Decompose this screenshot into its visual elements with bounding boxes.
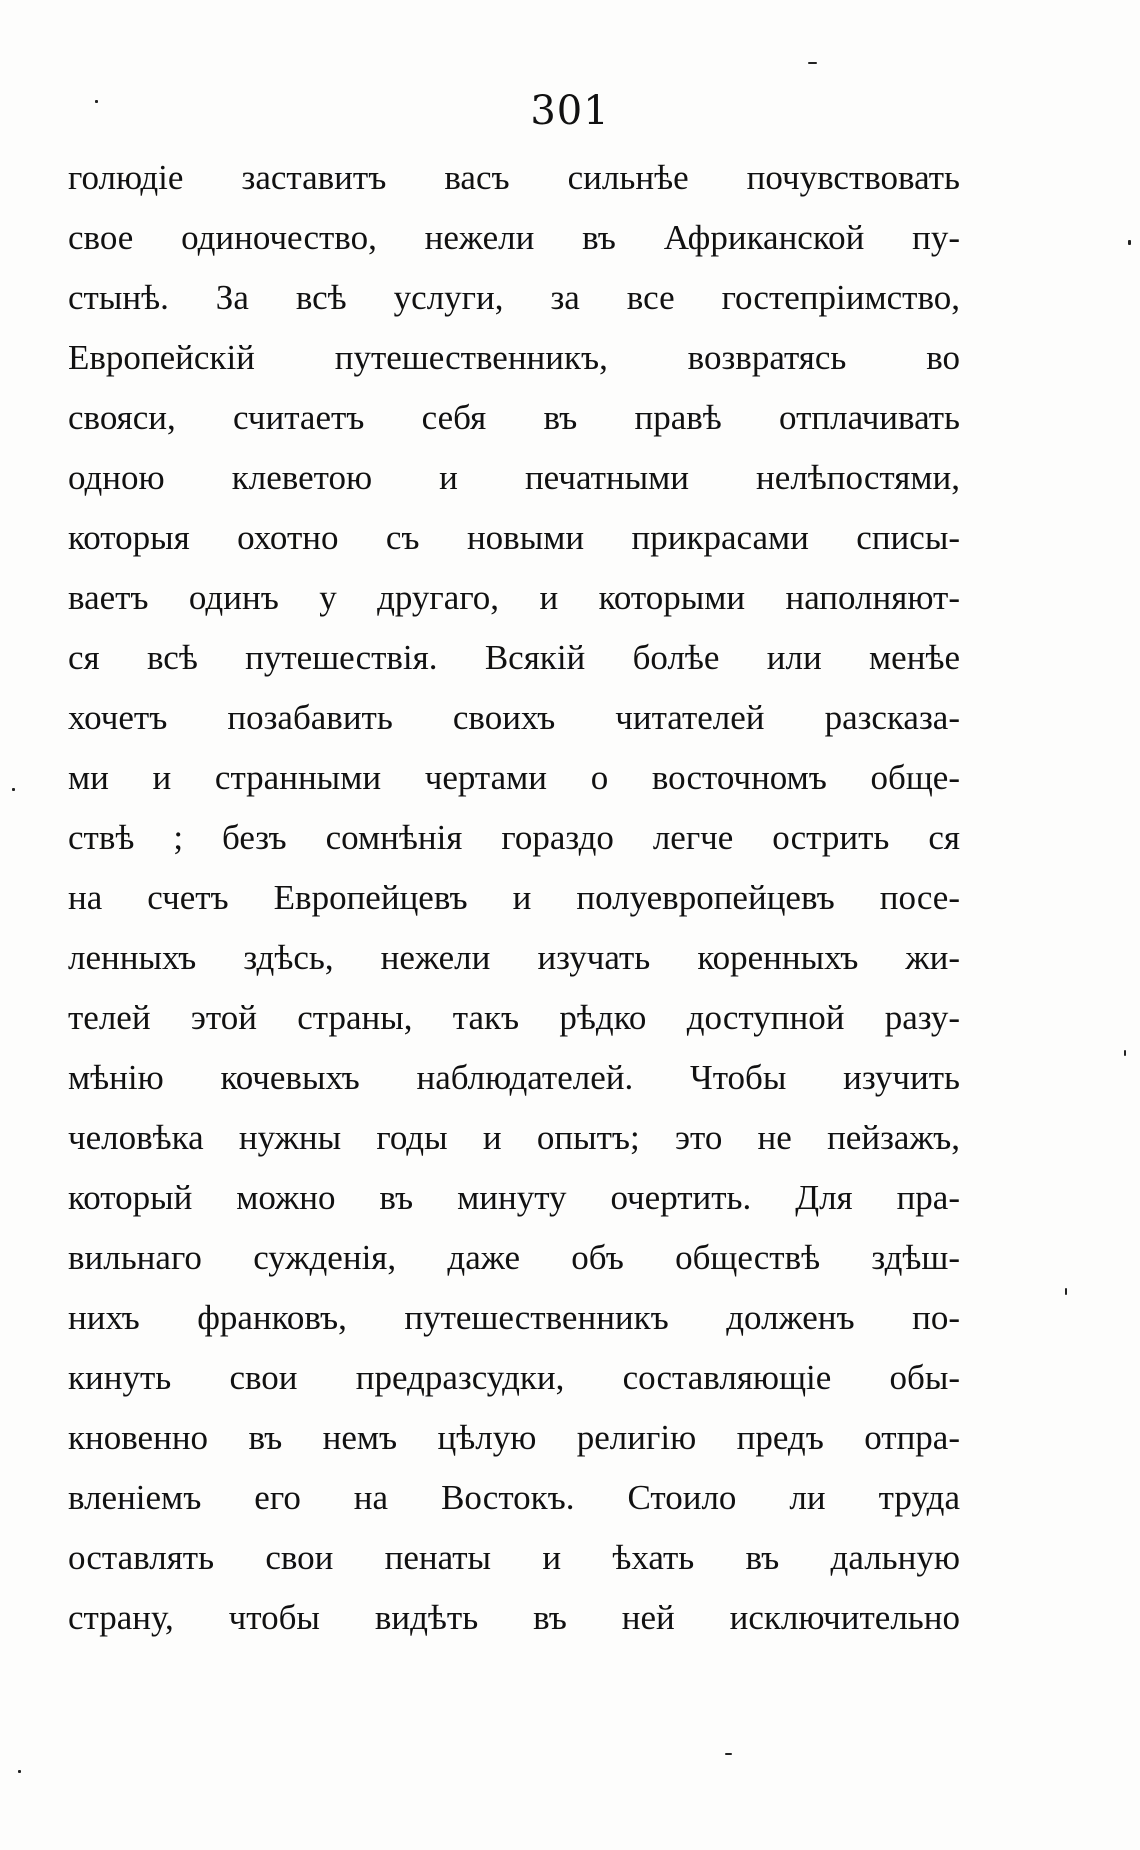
text-line: нихъ франковъ, путешественникъ долженъ по- — [68, 1298, 960, 1337]
text-line: свояси, считаетъ себя въ правѣ отплачивать — [68, 398, 960, 437]
text-line: хочетъ позабавить своихъ читателей разсказа- — [68, 698, 960, 737]
scan-speck — [1128, 240, 1131, 245]
text-line: человѣка нужны годы и опытъ; это не пейзажъ, — [68, 1118, 960, 1157]
text-line: Европейскій путешественникъ, возвратясь во — [68, 338, 960, 377]
text-line: ленныхъ здѣсь, нежели изучать коренныхъ жи- — [68, 938, 960, 977]
page-number: 301 — [530, 88, 610, 134]
text-line: вильнаго сужденія, даже объ обществѣ здѣш- — [68, 1238, 960, 1277]
text-line: страну, чтобы видѣть въ ней исключительно — [68, 1598, 960, 1637]
text-line: голюдіе заставитъ васъ сильнѣе почувствовать — [68, 158, 960, 197]
body-text — [68, 148, 960, 1648]
scan-speck — [808, 62, 817, 64]
text-line: мѣнію кочевыхъ наблюдателей. Чтобы изучить — [68, 1058, 960, 1097]
text-line: кновенно въ немъ цѣлую религію предъ отпра- — [68, 1418, 960, 1457]
text-line: которыя охотно съ новыми прикрасами списы- — [68, 518, 960, 557]
text-line: на счетъ Европейцевъ и полуевропейцевъ посе- — [68, 878, 960, 917]
text-line: ми и странными чертами о восточномъ обще- — [68, 758, 960, 797]
text-line: телей этой страны, такъ рѣдко доступной разу- — [68, 998, 960, 1037]
text-line: оставлять свои пенаты и ѣхать въ дальную — [68, 1538, 960, 1577]
scan-speck — [1124, 1050, 1126, 1056]
text-line: вленіемъ его на Востокъ. Стоило ли труда — [68, 1478, 960, 1517]
scan-speck — [725, 1753, 732, 1755]
text-line: ваетъ одинъ у другаго, и которыми наполняют- — [68, 578, 960, 617]
text-line: кинуть свои предразсудки, составляющіе обы- — [68, 1358, 960, 1397]
scan-speck — [1065, 1288, 1067, 1295]
text-line: который можно въ минуту очертить. Для пра- — [68, 1178, 960, 1217]
scan-speck — [18, 1770, 21, 1773]
text-line: стынѣ. За всѣ услуги, за все гостепріимство, — [68, 278, 960, 317]
scan-speck — [95, 100, 98, 103]
scan-speck — [12, 788, 15, 791]
text-line: ся всѣ путешествія. Всякій болѣе или менѣе — [68, 638, 960, 677]
text-line: ствѣ ; безъ сомнѣнія гораздо легче острить ся — [68, 818, 960, 857]
text-line: свое одиночество, нежели въ Африканской пу- — [68, 218, 960, 257]
text-line: одною клеветою и печатными нелѣпостями, — [68, 458, 960, 497]
